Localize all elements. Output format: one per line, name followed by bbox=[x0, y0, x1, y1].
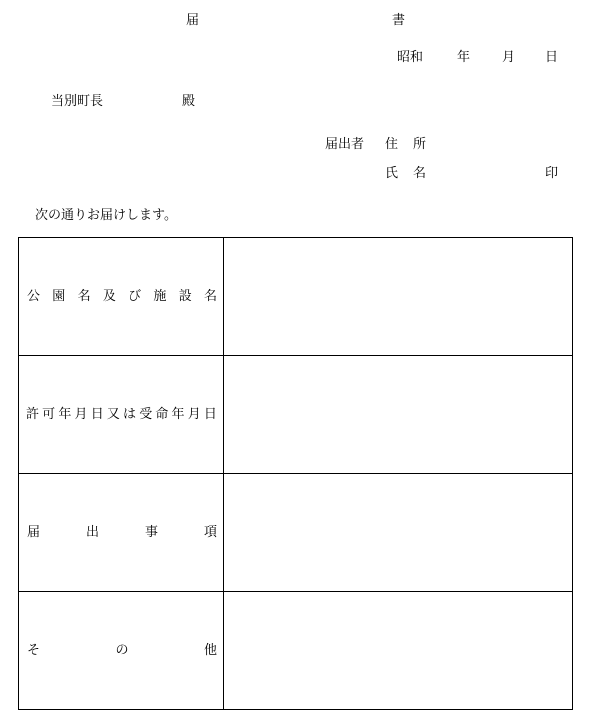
row-label-permit-date bbox=[19, 356, 224, 474]
notifier-name-label-char-1: 氏 bbox=[385, 166, 399, 181]
label-char: 施 bbox=[153, 288, 167, 304]
date-month-label: 月 bbox=[502, 50, 516, 65]
label-char: 名 bbox=[77, 288, 91, 304]
permit-date-field[interactable] bbox=[224, 356, 573, 474]
row-label-other bbox=[19, 592, 224, 710]
label-char: 又 bbox=[106, 406, 120, 422]
document-title-char-1: 届 bbox=[186, 13, 200, 28]
park-facility-name-field[interactable] bbox=[224, 238, 573, 356]
label-char: 設 bbox=[178, 288, 192, 304]
table-row bbox=[19, 474, 573, 592]
other-field[interactable] bbox=[224, 592, 573, 710]
label-char: 他 bbox=[203, 642, 217, 658]
label-char: 年 bbox=[171, 406, 185, 422]
row-label-park-facility-name bbox=[19, 238, 224, 356]
label-char: 日 bbox=[203, 406, 217, 422]
addressee-name: 当別町長 bbox=[51, 94, 104, 109]
notifier-label: 届出者 bbox=[325, 137, 365, 152]
table-row bbox=[19, 356, 573, 474]
label-char: 月 bbox=[187, 406, 201, 422]
label-char: 月 bbox=[74, 406, 88, 422]
label-char: 項 bbox=[203, 524, 217, 540]
intro-text: 次の通りお届けします。 bbox=[35, 208, 177, 223]
label-char: 園 bbox=[52, 288, 66, 304]
notifier-address-label-char-1: 住 bbox=[385, 137, 399, 152]
label-char: び bbox=[128, 288, 142, 304]
label-char: 公 bbox=[27, 288, 41, 304]
document-title-char-2: 書 bbox=[392, 13, 406, 28]
row-label-text bbox=[26, 407, 217, 423]
label-char: 日 bbox=[90, 406, 104, 422]
label-char: 及 bbox=[102, 288, 116, 304]
label-char: 年 bbox=[58, 406, 72, 422]
notification-matters-field[interactable] bbox=[224, 474, 573, 592]
label-char: 許 bbox=[26, 406, 40, 422]
label-char: 事 bbox=[144, 524, 158, 540]
addressee-honorific: 殿 bbox=[182, 94, 196, 109]
row-label-text bbox=[27, 525, 217, 541]
label-char: 受 bbox=[139, 406, 153, 422]
table-row bbox=[19, 238, 573, 356]
label-char: 出 bbox=[85, 524, 99, 540]
label-char: 届 bbox=[27, 524, 41, 540]
label-char: 名 bbox=[203, 288, 217, 304]
notifier-name-label-char-2: 名 bbox=[413, 166, 427, 181]
label-char: の bbox=[115, 642, 129, 658]
table-row bbox=[19, 592, 573, 710]
seal-mark: 印 bbox=[545, 166, 559, 181]
notification-form-table bbox=[18, 237, 573, 710]
label-char: 命 bbox=[155, 406, 169, 422]
label-char: は bbox=[123, 406, 137, 422]
row-label-text bbox=[27, 289, 217, 305]
date-era: 昭和 bbox=[397, 50, 424, 65]
label-char: 可 bbox=[42, 406, 56, 422]
row-label-notification-matters bbox=[19, 474, 224, 592]
date-year-label: 年 bbox=[457, 50, 471, 65]
row-label-text bbox=[27, 643, 217, 659]
date-day-label: 日 bbox=[545, 50, 559, 65]
label-char: そ bbox=[27, 642, 41, 658]
notifier-address-label-char-2: 所 bbox=[413, 137, 427, 152]
